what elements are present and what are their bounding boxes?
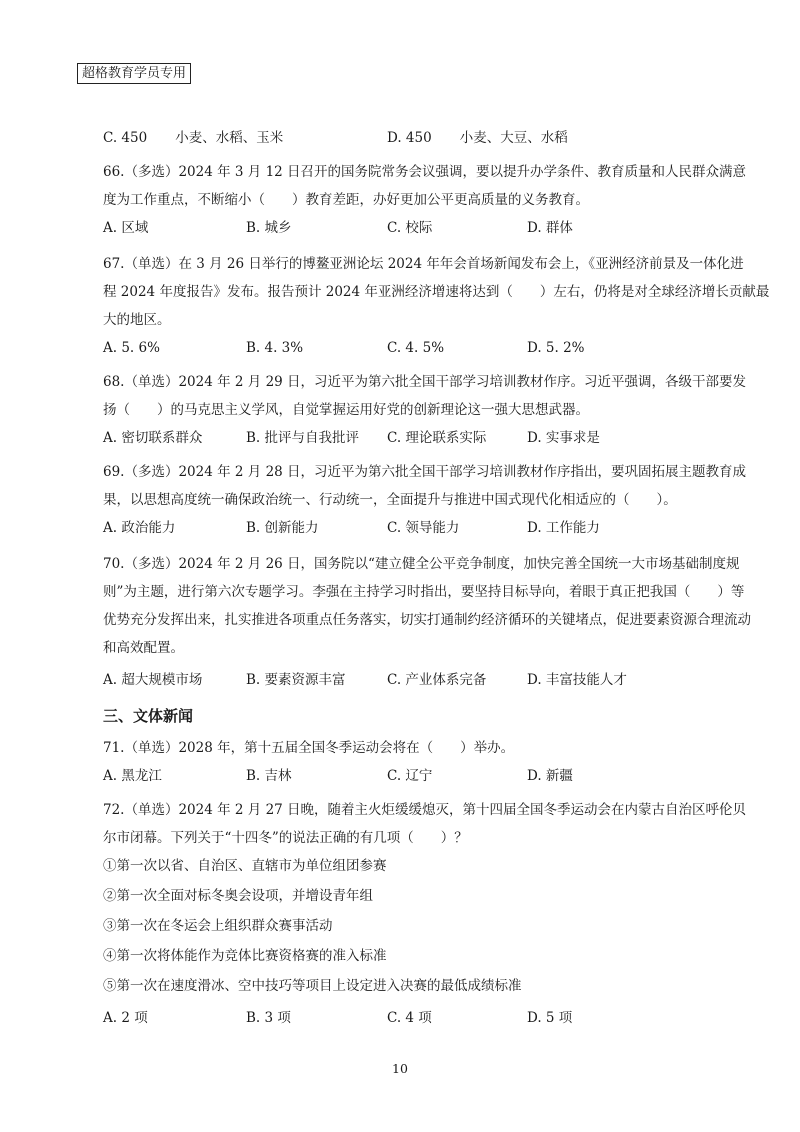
option-d: D. 实事求是	[527, 430, 600, 446]
option-c: C. 领导能力	[387, 520, 460, 536]
option-a: A. 密切联系群众	[103, 430, 203, 446]
question-68-line-2: 扬（ ）的马克思主义学风，自觉掌握运用好党的创新理论这一强大思想武器。	[103, 402, 589, 418]
statement-2: ②第一次全面对标冬奥会设项，并增设青年组	[103, 888, 373, 904]
option-a: A. 2 项	[103, 1010, 148, 1026]
question-70-line-3: 优势充分发挥出来，扎实推进各项重点任务落实，切实打通制约经济循环的关键堵点，促进要素资源合理流动	[103, 612, 751, 628]
option-letter: C. 450	[103, 130, 148, 146]
question-70-line-1: 70.（多选）2024 年 2 月 26 日，国务院以“建立健全公平竞争制度，加快完善全国统一大市场基础制度规	[103, 556, 740, 572]
option-c: C. 校际	[387, 220, 433, 236]
option-b: B. 创新能力	[246, 520, 319, 536]
option-d	[387, 128, 568, 148]
option-text: 小麦、水稻、玉米	[175, 130, 284, 146]
question-67-line-2: 程 2024 年度报告》发布。报告预计 2024 年亚洲经济增速将达到（ ）左右，仍将是对全球经济增长贡献最	[103, 284, 770, 300]
question-67-line-3: 大的地区。	[103, 312, 171, 328]
option-a: A. 政治能力	[103, 520, 176, 536]
option-b: B. 4. 3%	[246, 340, 304, 356]
question-69-line-1: 69.（多选）2024 年 2 月 28 日，习近平为第六批全国干部学习培训教材作序指出，要巩固拓展主题教育成	[103, 464, 747, 480]
question-66-line-2: 度为工作重点，不断缩小（ ）教育差距，办好更加公平更高质量的义务教育。	[103, 192, 589, 208]
option-c: C. 4 项	[387, 1010, 432, 1026]
option-b: B. 城乡	[246, 220, 292, 236]
question-67-line-1: 67.（单选）在 3 月 26 日举行的博鳌亚洲论坛 2024 年年会首场新闻发布会上，《亚洲经济前景及一体化进	[103, 256, 744, 272]
question-70-line-2: 则”为主题，进行第六次专题学习。李强在主持学习时指出，要坚持目标导向，着眼于真正把我国（ ）等	[103, 584, 745, 600]
option-d: D. 群体	[527, 220, 573, 236]
option-b: B. 吉林	[246, 768, 292, 784]
statement-3: ③第一次在冬运会上组织群众赛事活动	[103, 918, 333, 934]
option-a: A. 黑龙江	[103, 768, 162, 784]
option-c: C. 辽宁	[387, 768, 433, 784]
option-text: 小麦、大豆、水稻	[459, 130, 568, 146]
option-d: D. 5 项	[527, 1010, 573, 1026]
option-c: C. 理论联系实际	[387, 430, 487, 446]
option-d: D. 新疆	[527, 768, 573, 784]
statement-5: ⑤第一次在速度滑冰、空中技巧等项目上设定进入决赛的最低成绩标准	[103, 978, 522, 994]
question-72-line-1: 72.（单选）2024 年 2 月 27 日晚，随着主火炬缓缓熄灭，第十四届全国冬季运动会在内蒙古自治区呼伦贝	[103, 802, 747, 818]
option-d: D. 5. 2%	[527, 340, 585, 356]
option-a: A. 区域	[103, 220, 149, 236]
option-a: A. 5. 6%	[103, 340, 160, 356]
question-72-line-2: 尔市闭幕。下列关于“十四冬”的说法正确的有几项（ ）？	[103, 830, 468, 846]
option-c: C. 产业体系完备	[387, 672, 487, 688]
option-letter: D. 450	[387, 130, 432, 146]
header-label: 超格教育学员专用	[77, 63, 191, 84]
option-b: B. 3 项	[246, 1010, 291, 1026]
question-71-line-1: 71.（单选）2028 年，第十五届全国冬季运动会将在（ ）举办。	[103, 740, 515, 756]
option-d: D. 丰富技能人才	[527, 672, 627, 688]
statement-1: ①第一次以省、自治区、直辖市为单位组团参赛	[103, 858, 387, 874]
option-a: A. 超大规模市场	[103, 672, 203, 688]
question-66-line-1: 66.（多选）2024 年 3 月 12 日召开的国务院常务会议强调，要以提升办学条件、教育质量和人民群众满意	[103, 164, 747, 180]
section-title: 三、文体新闻	[103, 707, 194, 725]
option-d: D. 工作能力	[527, 520, 600, 536]
statement-4: ④第一次将体能作为竞体比赛资格赛的准入标准	[103, 948, 387, 964]
option-b: B. 要素资源丰富	[246, 672, 346, 688]
question-70-line-4: 和高效配置。	[103, 640, 184, 656]
option-c	[103, 128, 283, 148]
question-68-line-1: 68.（单选）2024 年 2 月 29 日，习近平为第六批全国干部学习培训教材作序。习近平强调，各级干部要发	[103, 374, 747, 390]
option-b: B. 批评与自我批评	[246, 430, 360, 446]
option-c: C. 4. 5%	[387, 340, 445, 356]
page-number: 10	[392, 1061, 408, 1076]
question-69-line-2: 果，以思想高度统一确保政治统一、行动统一，全面提升与推进中国式现代化相适应的（ ）。	[103, 492, 677, 508]
